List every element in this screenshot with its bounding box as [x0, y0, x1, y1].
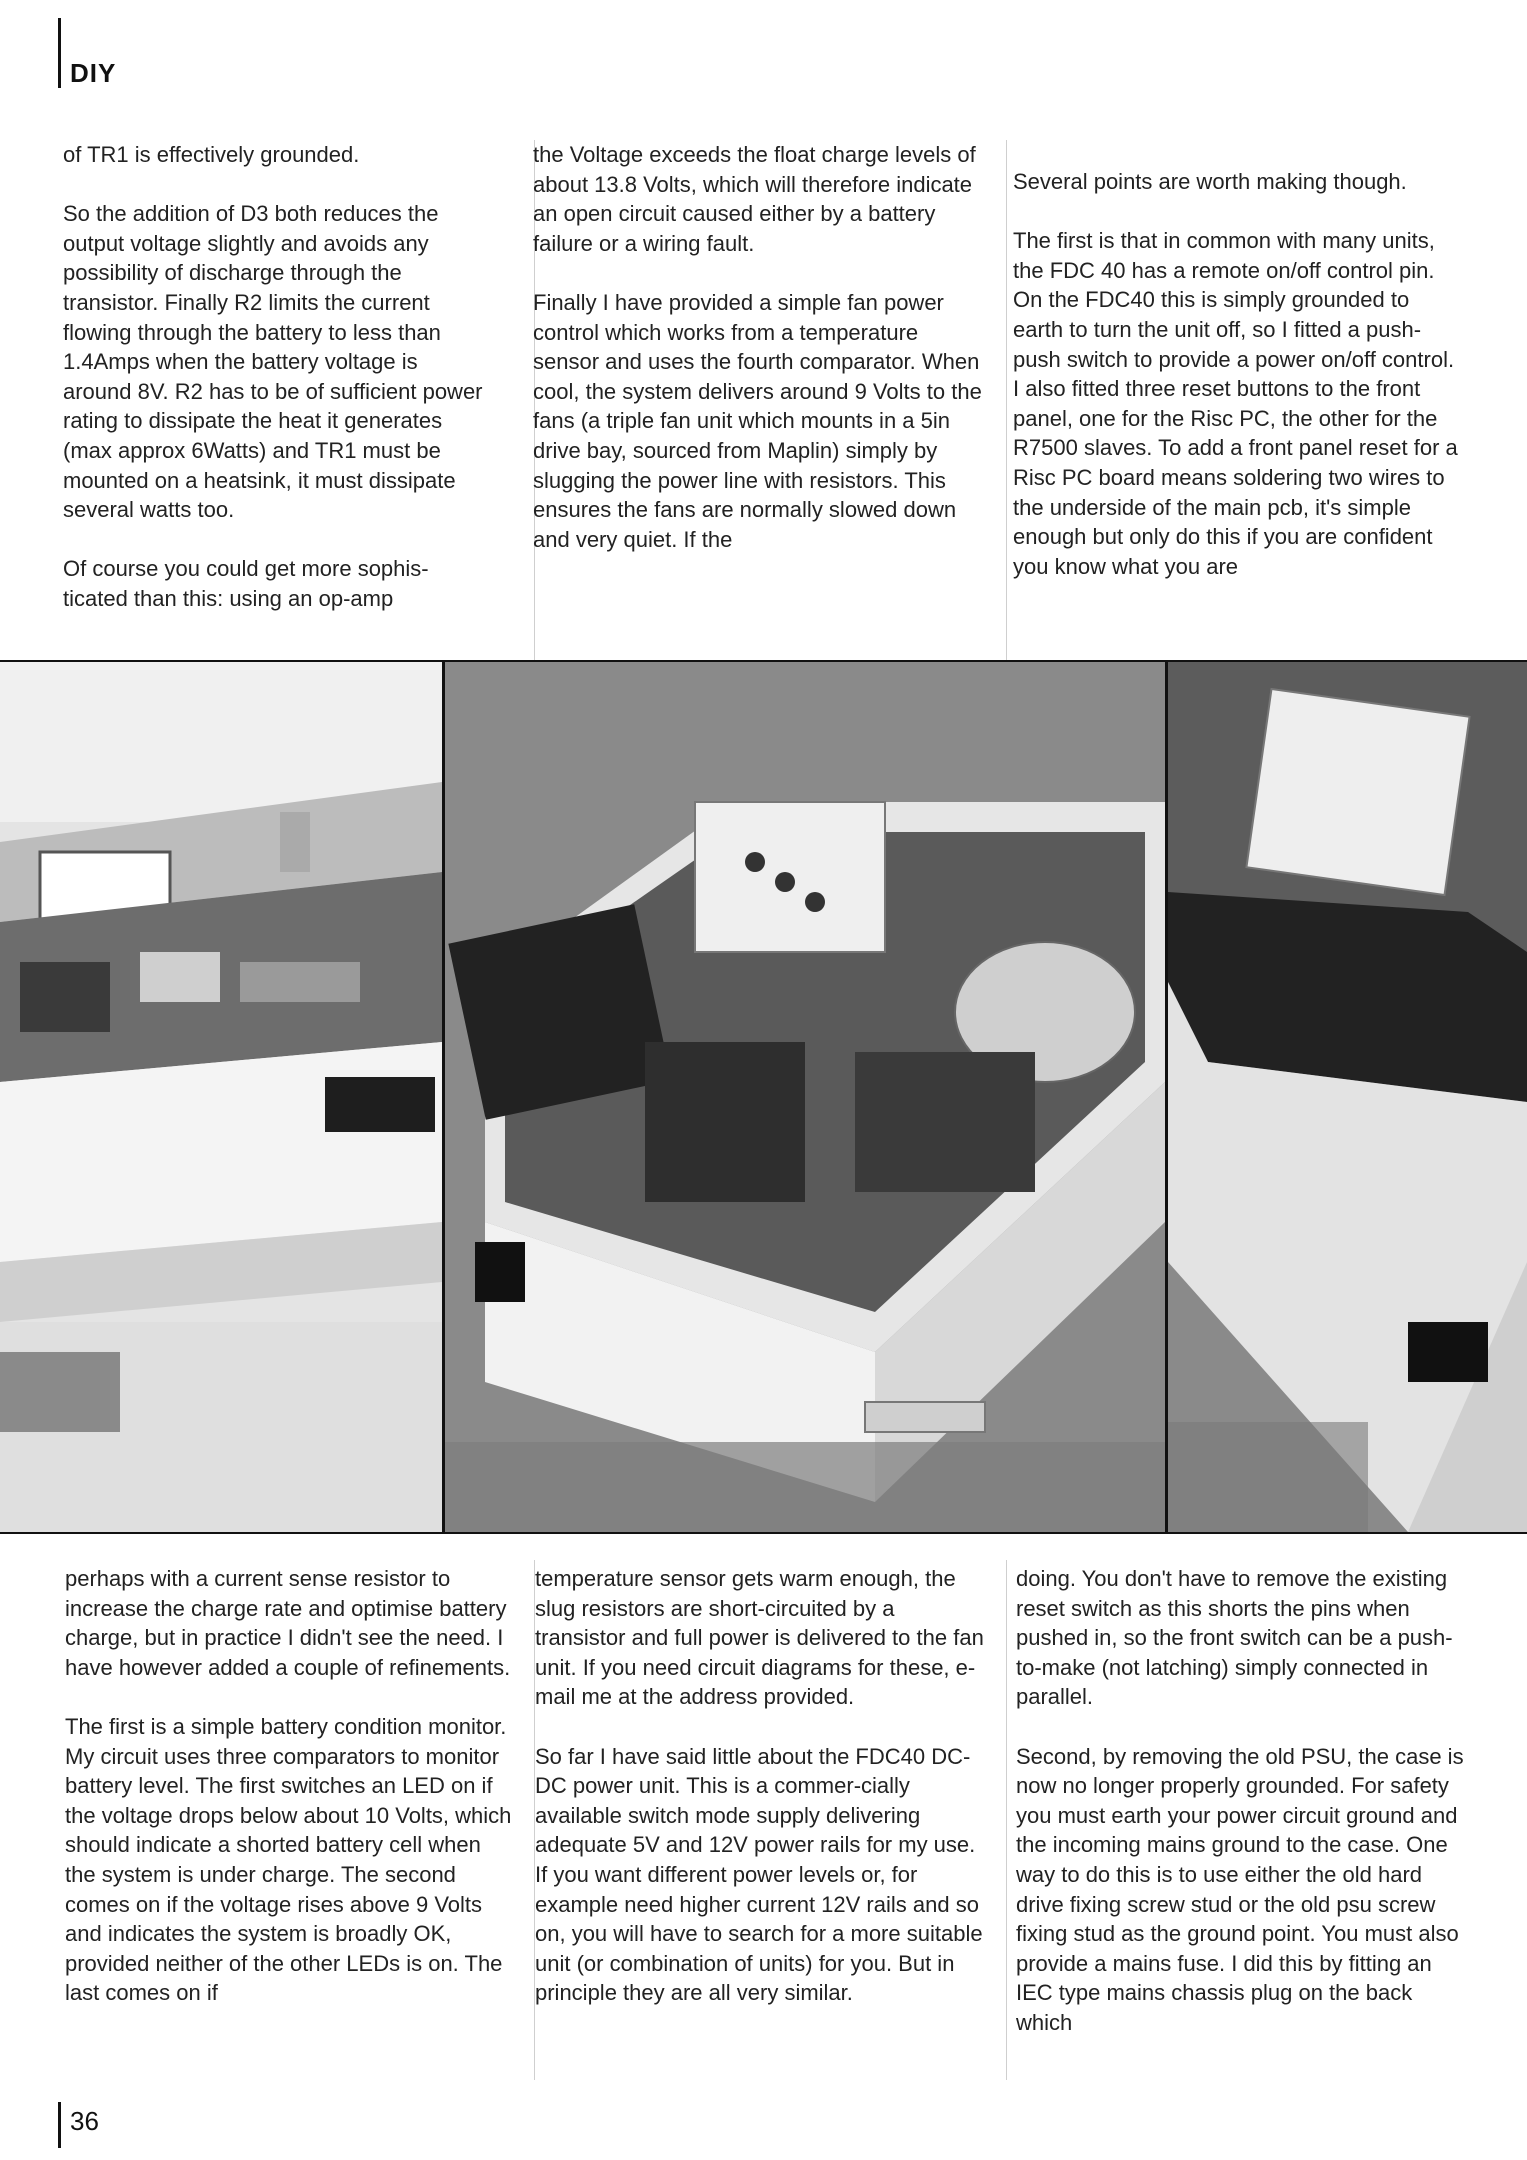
- paragraph: of TR1 is effectively grounded.: [63, 142, 360, 167]
- column-top-middle: [533, 140, 983, 554]
- column-divider: [1006, 140, 1007, 660]
- column-top-left: [63, 140, 483, 614]
- photo-right-case-corner: [1168, 662, 1527, 1532]
- photo-left-case-side: [0, 662, 442, 1532]
- paragraph: So far I have said little about the FDC40 DC-DC power unit. This is a commer-cially available switch mode supply delivering adequate 5V and 12V power rails for my use. If you want different power levels or, for example need higher current 12V rails and so on, you will have to search for a more suitable unit (or combination of units) for you. But in principle they are all very similar.: [535, 1743, 983, 2006]
- paragraph: the Voltage exceeds the float charge levels of about 13.8 Volts, which will therefore indicate an open circuit caused either by a battery failure or a wiring fault.: [533, 142, 976, 256]
- section-marker-bar: [58, 18, 61, 88]
- paragraph: So the addition of D3 both reduces the output voltage slightly and avoids any possibility of discharge through the transistor. Finally R2 limits the current flowing through the battery to less than 1.4Amps when the battery voltage is around 8V. R2 has to be of sufficient power rating to dissipate the heat it generates (max approx 6Watts) and TR1 must be mounted on a heatsink, it must dissipate several watts too.: [63, 201, 483, 523]
- column-bottom-right: [1016, 1564, 1471, 2038]
- paragraph: Second, by removing the old PSU, the case is now no longer properly grounded. For safety you must earth your power circuit ground and the incoming mains ground to the case. One way to do this is to use either the old hard drive fixing screw stud or the old psu screw fixing stud as the ground point. You must also provide a mains fuse. I did this by fitting an IEC type mains chassis plug on the back which: [1016, 1743, 1464, 2035]
- column-top-right: [1013, 167, 1463, 581]
- column-bottom-left: [65, 1564, 515, 2008]
- photo-strip-bottom-rule: [0, 1532, 1527, 1534]
- paragraph: temperature sensor gets warm enough, the slug resistors are short-circuited by a transistor and full power is delivered to the fan unit. If you need circuit diagrams for these, e-mail me at the address provided.: [535, 1566, 984, 1710]
- paragraph: Finally I have provided a simple fan power control which works from a temperature sensor and uses the fourth comparator. When cool, the system delivers around 9 Volts to the fans (a triple fan unit which mounts in a 5in drive bay, sourced from Maplin) simply by slugging the power line with resistors. This ensures the fans are normally slowed down and very quiet. If the: [533, 289, 982, 552]
- paragraph: doing. You don't have to remove the existing reset switch as this shorts the pins when pushed in, so the front switch can be a push-to-make (not latching) simply connected in parallel.: [1016, 1566, 1453, 1710]
- paragraph: perhaps with a current sense resistor to increase the charge rate and optimise battery charge, but in practice I didn't see the need. I have however added a couple of refinements.: [65, 1566, 511, 1680]
- page-number-bar: [58, 2102, 61, 2148]
- paragraph: Several points are worth making though.: [1013, 169, 1407, 194]
- paragraph: The first is that in common with many units, the FDC 40 has a remote on/off control pin. On the FDC40 this is simply grounded to earth to turn the unit off, so I fitted a push-push switch to provide a power on/off control. I also fitted three reset buttons to the front panel, one for the Risc PC, the other for the R7500 slaves. To add a front panel reset for a Risc PC board means soldering two wires to the underside of the main pcb, it's simple enough but only do this if you are confident you know what you are: [1013, 228, 1458, 579]
- paragraph: Of course you could get more sophis-ticated than this: using an op-amp: [63, 556, 429, 611]
- paragraph: The first is a simple battery condition monitor. My circuit uses three comparators to monitor battery level. The first switches an LED on if the voltage drops below about 10 Volts, which should indicate a shorted battery cell when the system is under charge. The second comes on if the voltage rises above 9 Volts and indicates the system is broadly OK, provided neither of the other LEDs is on. The last comes on if: [65, 1713, 512, 2006]
- column-bottom-middle: [535, 1564, 990, 2008]
- photo-center-open-case: [445, 662, 1165, 1532]
- column-divider: [1006, 1560, 1007, 2080]
- page-number: 36: [70, 2106, 99, 2136]
- section-label: DIY: [70, 58, 117, 88]
